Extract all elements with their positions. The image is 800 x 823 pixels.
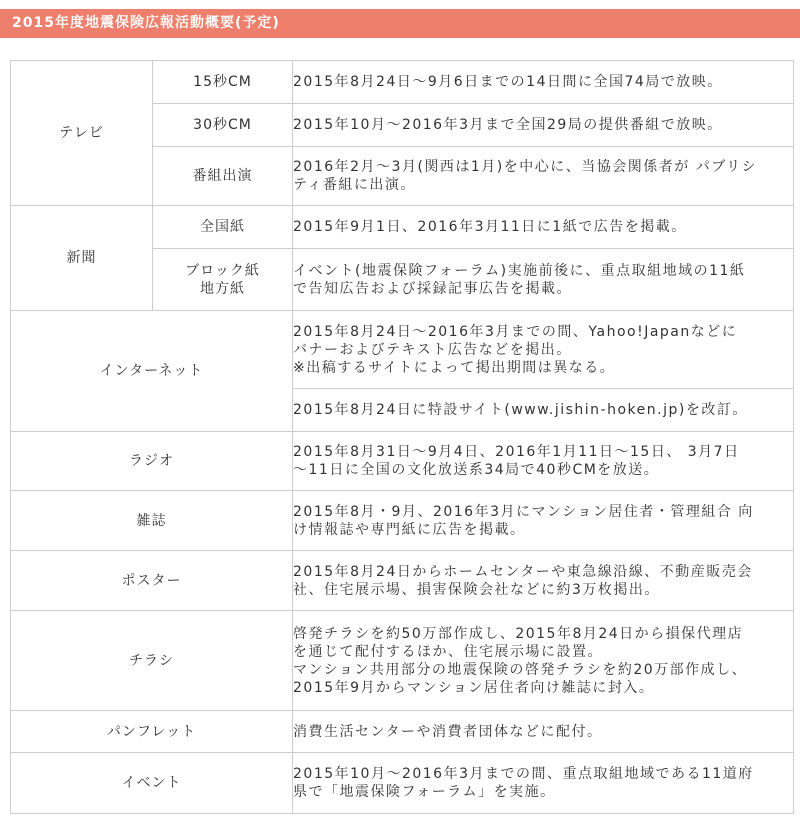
- description-cell-internet-ads: [293, 311, 794, 389]
- table-row: [11, 711, 794, 753]
- description-cell-flyer: [293, 611, 794, 711]
- category-label: ポスター: [121, 572, 182, 589]
- channel-cell-15s-cm: [153, 61, 293, 104]
- category-label: インターネット: [99, 363, 204, 379]
- channel-cell-national-paper: [153, 206, 293, 249]
- description-cell-event: [293, 753, 794, 814]
- table-row: [11, 753, 794, 814]
- description-cell-poster: [293, 551, 794, 611]
- description-line: 2015年10月〜2016年3月まで全国29局の提供番組で放映。: [293, 117, 723, 133]
- category-cell-pamphlet: [11, 711, 293, 753]
- category-label: 新聞: [66, 250, 97, 266]
- description-cell-tv-30s-cm: [293, 104, 794, 147]
- description-cell-radio: [293, 432, 794, 491]
- table-row: [11, 432, 794, 491]
- channel-label: 30秒CM: [193, 117, 252, 133]
- description-cell-tv-program: [293, 147, 794, 206]
- table-row: [11, 311, 794, 389]
- table-row: [11, 491, 794, 551]
- description-line: 〜11日に全国の文化放送系34局で40秒CMを放送。: [293, 462, 660, 478]
- description-line: バナーおよびテキスト広告などを掲出。: [293, 341, 572, 358]
- category-label: パンフレット: [106, 723, 197, 740]
- table-row: [11, 61, 794, 104]
- channel-label: ブロック紙: [185, 262, 260, 279]
- description-line: 2015年9月1日、2016年3月11日に1紙で広告を掲載。: [293, 219, 687, 235]
- description-line: け情報誌や専門紙に広告を掲載。: [293, 521, 526, 538]
- category-cell-magazine: [11, 491, 293, 551]
- category-cell-poster: [11, 551, 293, 611]
- description-cell-national-paper: [293, 206, 794, 249]
- section-header: [0, 9, 800, 38]
- description-line: マンション共用部分の地震保険の啓発チラシを約20万部作成し、: [293, 661, 748, 678]
- table-row: [11, 206, 794, 249]
- description-line: 社、住宅展示場、損害保険会社などに約3万枚掲出。: [293, 581, 660, 598]
- channel-label: 番組出演: [192, 168, 253, 184]
- category-label: ラジオ: [129, 453, 174, 469]
- channel-label: 15秒CM: [193, 74, 252, 90]
- description-line: で告知広告および採録記事広告を掲載。: [293, 280, 572, 297]
- category-label: イベント: [121, 775, 182, 791]
- description-line: 2016年2月〜3月(関西は1月)を中心に、当協会関係者が パブリシ: [293, 159, 758, 175]
- channel-cell-30s-cm: [153, 104, 293, 147]
- description-line: 啓発チラシを約50万部作成し、2015年8月24日から損保代理店: [293, 625, 744, 642]
- category-label: テレビ: [59, 125, 104, 141]
- table-row: [11, 551, 794, 611]
- description-line: 2015年8月24日〜9月6日までの14日間に全国74局で放映。: [293, 74, 723, 90]
- section-title: 2015年度地震保険広報活動概要(予定): [12, 15, 280, 31]
- category-label: チラシ: [129, 652, 174, 669]
- description-cell-tv-15s-cm: [293, 61, 794, 104]
- channel-cell-regional-paper: [153, 249, 293, 311]
- table-row: [11, 611, 794, 711]
- media-plan-table: [10, 60, 794, 814]
- category-cell-tv: [11, 61, 153, 206]
- description-cell-magazine: [293, 491, 794, 551]
- channel-cell-program-appearance: [153, 147, 293, 206]
- category-cell-event: [11, 753, 293, 814]
- category-cell-flyer: [11, 611, 293, 711]
- channel-label: 全国紙: [200, 219, 245, 235]
- description-cell-internet-site: [293, 389, 794, 432]
- description-line: イベント(地震保険フォーラム)実施前後に、重点取組地域の11紙: [293, 262, 746, 279]
- description-line: 2015年9月からマンション居住者向け雑誌に封入。: [293, 679, 655, 696]
- description-line: ティ番組に出演。: [293, 177, 416, 193]
- description-cell-regional-paper: [293, 249, 794, 311]
- description-line: 2015年8月・9月、2016年3月にマンション居住者・管理組合 向: [293, 503, 754, 520]
- description-line: 2015年10月〜2016年3月までの間、重点取組地域である11道府: [293, 766, 754, 782]
- description-line: 2015年8月24日〜2016年3月までの間、Yahoo!Japanなどに: [293, 323, 738, 340]
- description-line: 県で「地震保険フォーラム」を実施。: [293, 784, 556, 800]
- category-cell-newspaper: [11, 206, 153, 311]
- description-line: 2015年8月24日に特設サイト(www.jishin-hoken.jp)を改訂。: [293, 402, 748, 418]
- category-label: 雑誌: [136, 512, 167, 529]
- description-cell-pamphlet: [293, 711, 794, 753]
- description-line: 2015年8月24日からホームセンターや東急線沿線、不動産販売会: [293, 563, 753, 580]
- description-line: 消費生活センターや消費者団体などに配付。: [293, 723, 603, 740]
- category-cell-internet: [11, 311, 293, 432]
- category-cell-radio: [11, 432, 293, 491]
- description-line: ※出稿するサイトによって掲出期間は異なる。: [293, 359, 616, 376]
- channel-label: 地方紙: [200, 280, 245, 297]
- description-line: を通じて配付するほか、住宅展示場に設置。: [293, 643, 603, 660]
- description-line: 2015年8月31日〜9月4日、2016年1月11日〜15日、 3月7日: [293, 444, 740, 460]
